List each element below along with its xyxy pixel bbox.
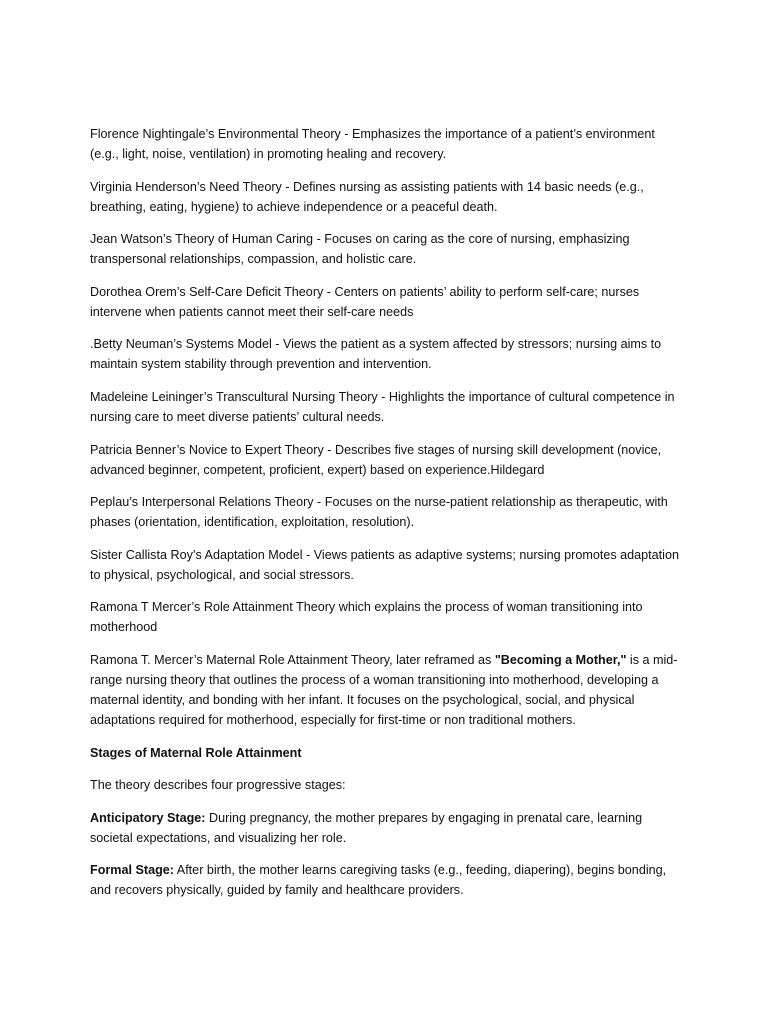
theory-paragraph-neuman: .Betty Neuman’s Systems Model - Views the patient as a system affected by stressors; nursing aims to maintain system stability through prevention and intervention. <box>90 337 662 372</box>
stage-label: Anticipatory Stage: <box>90 810 206 825</box>
theory-paragraph-benner: Patricia Benner’s Novice to Expert Theory - Describes five stages of nursing skill development (novice, advanced beginner, competent, proficient, expert) based on experience.Hildegard <box>90 442 662 477</box>
theory-paragraph-mercer-short: Ramona T Mercer’s Role Attainment Theory which explains the process of woman transitioning into motherhood <box>90 600 643 635</box>
mercer-description-paragraph <box>90 650 680 730</box>
stages-heading: Stages of Maternal Role Attainment <box>90 745 302 760</box>
stage-description: During pregnancy, the mother prepares by engaging in prenatal care, learning societal expectations, and visualizing her role. <box>90 810 643 845</box>
theory-paragraph-henderson: Virginia Henderson’s Need Theory - Defines nursing as assisting patients with 14 basic needs (e.g., breathing, eating, hygiene) to achieve independence or a peaceful death. <box>90 179 644 214</box>
theory-paragraph-roy: Sister Callista Roy’s Adaptation Model - Views patients as adaptive systems; nursing promotes adaptation to physical, psychological, and social stressors. <box>90 547 679 582</box>
theory-paragraph-watson: Jean Watson’s Theory of Human Caring - Focuses on caring as the core of nursing, emphasizing transpersonal relationships, compassion, and holistic care. <box>90 232 630 267</box>
theory-paragraph-nightingale: Florence Nightingale’s Environmental Theory - Emphasizes the importance of a patient’s environment (e.g., light, noise, ventilation) in promoting healing and recovery. <box>90 127 655 161</box>
becoming-a-mother-emphasis: "Becoming a Mother," <box>494 652 627 667</box>
document-body <box>90 124 680 913</box>
theory-paragraph-leininger: Madeleine Leininger’s Transcultural Nursing Theory - Highlights the importance of cultural competence in nursing care to meet diverse patients’ cultural needs. <box>90 389 675 424</box>
stage-label: Formal Stage: <box>90 863 174 878</box>
theory-paragraph-orem: Dorothea Orem’s Self-Care Deficit Theory - Centers on patients’ ability to perform self-care; nurses intervene when patients cannot meet their self-care needs <box>90 284 640 319</box>
theory-paragraph-peplau: Peplau’s Interpersonal Relations Theory - Focuses on the nurse-patient relationship as therapeutic, with phases (orientation, identification, exploitation, resolution). <box>90 495 668 530</box>
mercer-intro-text: Ramona T. Mercer’s Maternal Role Attainment Theory, later reframed as <box>90 652 495 667</box>
stage-paragraph-anticipatory <box>90 808 680 848</box>
stages-intro: The theory describes four progressive stages: <box>90 778 346 793</box>
stage-description: After birth, the mother learns caregiving tasks (e.g., feeding, diapering), begins bonding, and recovers physically, guided by family and healthcare providers. <box>90 863 667 898</box>
mercer-rest-text: is a mid-range nursing theory that outlines the process of a woman transitioning into motherhood, developing a maternal identity, and bonding with her infant. It focuses on the psychological, social, and physical adaptations required for motherhood, especially for first-time or non traditional mothers. <box>90 652 678 727</box>
stage-paragraph-formal <box>90 860 680 900</box>
